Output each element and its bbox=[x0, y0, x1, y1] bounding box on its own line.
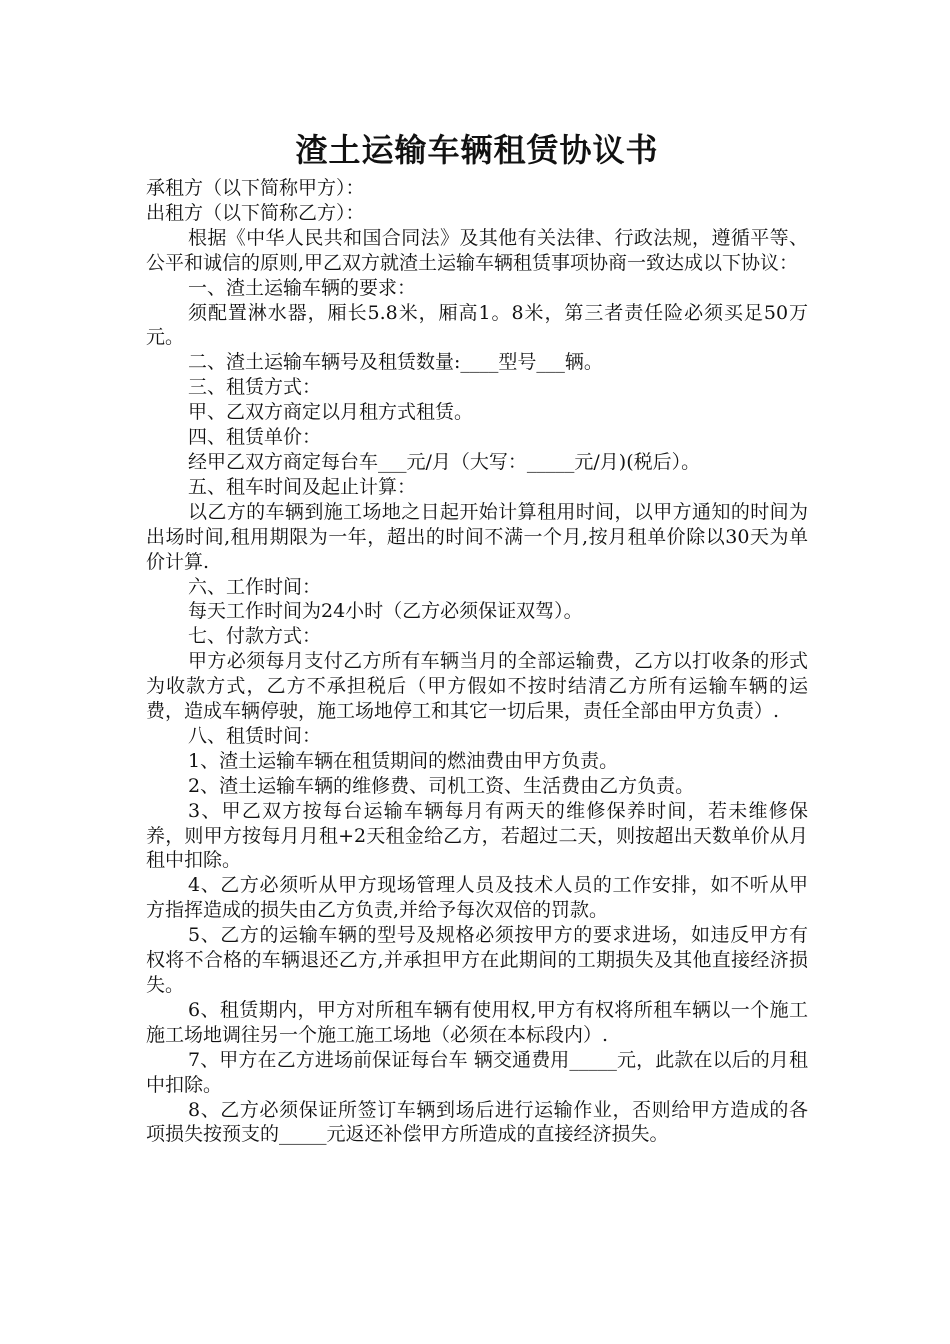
paragraph: 三、租赁方式： bbox=[188, 376, 322, 399]
paragraph: 2、渣土运输车辆的维修费、司机工资、生活费由乙方负责。 bbox=[188, 774, 695, 797]
paragraph: 根据《中华人民共和国合同法》及其他有关法律、行政法规，遵循平等、公平和诚信的原则,甲乙双方就渣土运输车辆租赁事项协商一致达成以下协议： bbox=[146, 226, 808, 274]
paragraph: 二、渣土运输车辆号及租赁数量:____型号___辆。 bbox=[188, 351, 603, 374]
paragraph: 八、租赁时间： bbox=[188, 724, 322, 747]
paragraph: 8、乙方必须保证所签订车辆到场后进行运输作业，否则给甲方造成的各项损失按预支的_____元返还补偿甲方所造成的直接经济损失。 bbox=[146, 1098, 808, 1146]
paragraph: 7、甲方在乙方进场前保证每台车 辆交通费用_____元，此款在以后的月租中扣除。 bbox=[146, 1048, 808, 1096]
document-page bbox=[146, 126, 808, 1147]
paragraph: 六、工作时间： bbox=[188, 575, 322, 598]
paragraph: 一、渣土运输车辆的要求： bbox=[188, 276, 417, 299]
paragraph: 承租方（以下简称甲方）： bbox=[146, 177, 365, 199]
paragraph: 6、租赁期内，甲方对所租车辆有使用权,甲方有权将所租车辆以一个施工施工场地调往另一个施工施工场地（必须在本标段内）. bbox=[146, 998, 808, 1046]
paragraph: 五、租车时间及起止计算： bbox=[188, 475, 417, 498]
document-title: 渣土运输车辆租赁协议书 bbox=[295, 131, 659, 169]
document-body bbox=[146, 176, 808, 1147]
paragraph: 甲方必须每月支付乙方所有车辆当月的全部运输费，乙方以打收条的形式为收款方式，乙方不承担税后（甲方假如不按时结清乙方所有运输车辆的运费，造成车辆停驶，施工场地停工和其它一切后果，责任全部由甲方负责）. bbox=[146, 650, 808, 723]
paragraph: 以乙方的车辆到施工场地之日起开始计算租用时间，以甲方通知的时间为出场时间,租用期限为一年，超出的时间不满一个月,按月租单价除以30天为单价计算. bbox=[146, 500, 808, 573]
paragraph: 经甲乙双方商定每台车___元/月（大写：_____元/月)(税后）。 bbox=[188, 450, 701, 473]
paragraph: 四、租赁单价： bbox=[188, 426, 322, 449]
paragraph: 七、付款方式： bbox=[188, 625, 322, 648]
paragraph: 出租方（以下简称乙方）： bbox=[146, 201, 365, 224]
paragraph: 每天工作时间为24小时（乙方必须保证双驾）。 bbox=[188, 600, 583, 623]
paragraph: 3、甲乙双方按每台运输车辆每月有两天的维修保养时间，若未维修保养，则甲方按每月月租+2天租金给乙方，若超过二天，则按超出天数单价从月租中扣除。 bbox=[146, 799, 808, 872]
paragraph: 甲、乙双方商定以月租方式租赁。 bbox=[188, 401, 474, 424]
paragraph: 1、渣土运输车辆在租赁期间的燃油费由甲方负责。 bbox=[188, 749, 619, 772]
paragraph: 5、乙方的运输车辆的型号及规格必须按甲方的要求进场，如违反甲方有权将不合格的车辆退还乙方,并承担甲方在此期间的工期损失及其他直接经济损失。 bbox=[146, 924, 808, 996]
paragraph: 4、乙方必须听从甲方现场管理人员及技术人员的工作安排，如不听从甲方指挥造成的损失由乙方负责,并给予每次双倍的罚款。 bbox=[146, 874, 808, 922]
paragraph: 须配置淋水器，厢长5.8米，厢高1。8米，第三者责任险必须买足50万元。 bbox=[146, 301, 808, 349]
